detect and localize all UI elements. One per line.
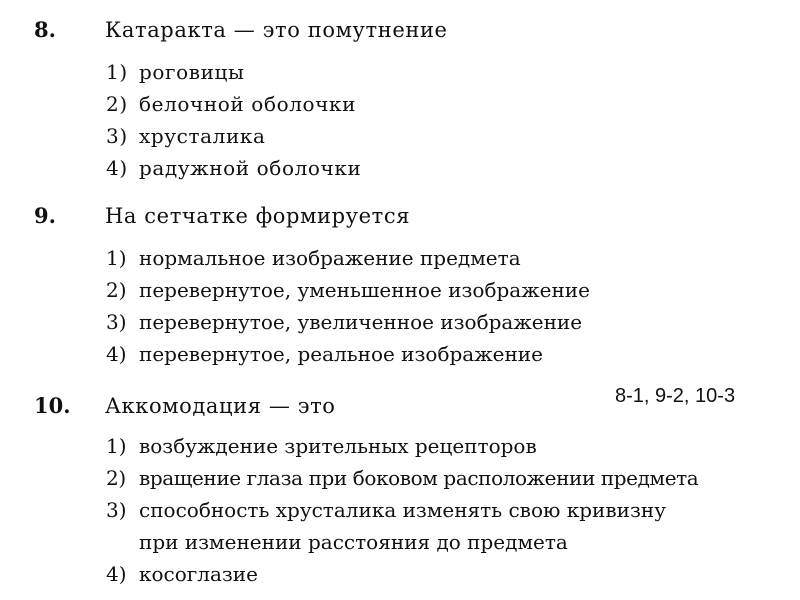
answer-options bbox=[106, 242, 590, 370]
question-number: 9. bbox=[34, 203, 56, 228]
answer-option bbox=[106, 306, 590, 338]
question-number: 8. bbox=[34, 17, 56, 42]
answer-option bbox=[106, 56, 361, 88]
option-text: возбуждение зрительных рецепторов bbox=[139, 434, 537, 458]
option-number: 4) bbox=[106, 342, 127, 366]
option-number: 2) bbox=[106, 466, 126, 490]
question-text: Катаракта — это помутнение bbox=[105, 18, 448, 42]
option-number: 1) bbox=[106, 60, 128, 84]
answer-option bbox=[106, 430, 698, 462]
option-text: при изменении расстояния до предмета bbox=[139, 530, 568, 554]
option-text: косоглазие bbox=[139, 562, 258, 586]
question-number: 10. bbox=[34, 393, 71, 418]
answer-key: 8-1, 9-2, 10-3 bbox=[615, 385, 736, 407]
answer-option bbox=[106, 274, 590, 306]
option-number: 2) bbox=[106, 278, 127, 302]
option-text: роговицы bbox=[139, 60, 245, 84]
answer-option bbox=[106, 120, 361, 152]
option-number: 3) bbox=[106, 124, 128, 148]
answer-option bbox=[106, 558, 698, 590]
answer-option bbox=[106, 152, 361, 184]
answer-option bbox=[106, 242, 590, 274]
option-number: 2) bbox=[106, 92, 128, 116]
answer-option-continuation bbox=[106, 526, 698, 558]
answer-option bbox=[106, 88, 361, 120]
option-number: 4) bbox=[106, 562, 127, 586]
answer-option bbox=[106, 338, 590, 370]
question-text: Аккомодация — это bbox=[105, 394, 336, 418]
option-number: 3) bbox=[106, 310, 127, 334]
option-number: 1) bbox=[106, 434, 127, 458]
option-text: нормальное изображение предмета bbox=[139, 246, 521, 270]
option-number: 1) bbox=[106, 246, 127, 270]
option-number: 4) bbox=[106, 156, 128, 180]
option-text: радужной оболочки bbox=[139, 156, 362, 180]
option-text: перевернутое, уменьшенное изображение bbox=[139, 278, 590, 302]
option-text: перевернутое, увеличенное изображение bbox=[139, 310, 583, 334]
option-text: вращение глаза при боковом расположении предмета bbox=[139, 466, 699, 490]
answer-option bbox=[106, 494, 698, 526]
option-text: хрусталика bbox=[139, 124, 266, 148]
option-number: 3) bbox=[106, 498, 127, 522]
option-text: перевернутое, реальное изображение bbox=[139, 342, 543, 366]
answer-options bbox=[106, 56, 361, 184]
answer-option bbox=[106, 462, 698, 494]
question-text: На сетчатке формируется bbox=[105, 204, 411, 228]
option-text: белочной оболочки bbox=[139, 92, 357, 116]
answer-options bbox=[106, 430, 698, 590]
option-text: способность хрусталика изменять свою кривизну bbox=[139, 498, 666, 522]
